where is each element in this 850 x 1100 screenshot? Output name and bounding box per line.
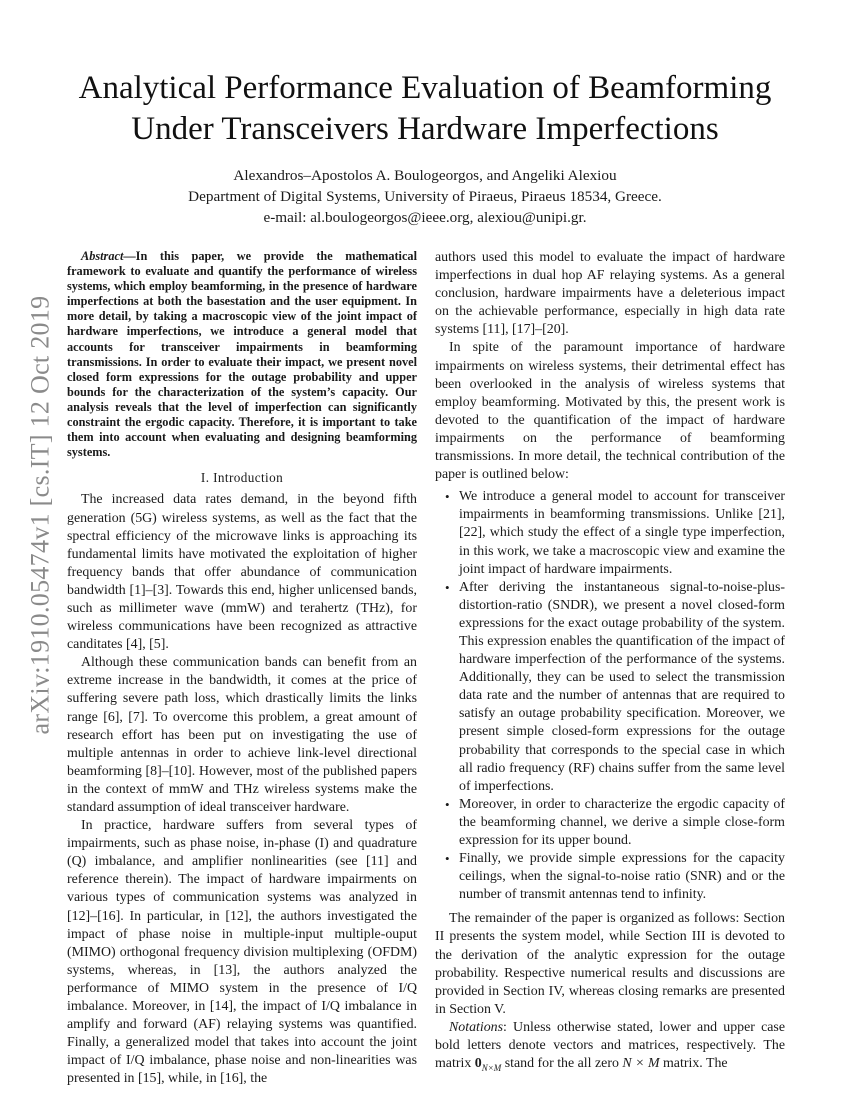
email: e-mail: al.boulogeorgos@ieee.org, alexiou@unipi.gr. bbox=[263, 209, 587, 226]
intro-paragraph-3-continued: authors used this model to evaluate the impact of hardware imperfections in dual hop AF relaying systems. As a general conclusion, hardware impairments have a deleterious impact on the achievable performance, especially in high data rate systems [11], [17]–[20]. bbox=[435, 250, 785, 338]
contribution-list bbox=[435, 488, 785, 904]
abstract bbox=[67, 249, 417, 460]
intro-paragraph-2: Although these communication bands can benefit from an extreme increase in the bandwidth, it comes at the price of suffering severe path loss, which drastically limits the links range [6], [7]. To overcome this problem, a great amount of research effort has been put on investigating the use of multiple antennas in order to achieve link-level directional beamforming [8]–[10]. However, most of the published papers in the context of mmW and THz wireless systems make the standard assumption of ideal transceiver hardware. bbox=[67, 655, 417, 815]
list-item: • We introduce a general model to account for transceiver impairments in beamforming transmissions. Unlike [21], [22], which study the effect of a single type imperfection, in this work, we take a macroscopic view and examine the joint impact of hardware impairments. bbox=[459, 488, 785, 578]
matrix-dimension: N × M bbox=[622, 1056, 660, 1072]
intro-paragraph-5: The remainder of the paper is organized as follows: Section II presents the system model, while Section III is devoted to the derivation of the analytic expression for the outage probability. Respective numerical results and discussions are provided in Section IV, whereas closing remarks are presented in Section V. bbox=[435, 911, 785, 1017]
title-line-2: Under Transceivers Hardware Imperfections bbox=[131, 111, 719, 147]
abstract-text: —In this paper, we provide the mathematical framework to evaluate and quantify the performance of wireless systems, which employ beamforming, in the presence of hardware imperfections at both the basestation and the user equipment. In more detail, by taking a macroscopic view of the joint impact of hardware imperfections, we introduce a general model that accounts for transceiver impairments in beamforming transmissions. In order to evaluate their impact, we present novel closed form expressions for the outage probability and upper bounds for the characterization of the system’s capacity. Our analysis reveals that the level of imperfection can significantly constraint the ergodic capacity. Therefore, it is important to take them into account when evaluating and designing beamforming systems. bbox=[67, 249, 417, 460]
notations-label: Notations bbox=[449, 1019, 504, 1035]
list-item: • Finally, we provide simple expressions for the capacity ceilings, when the signal-to-noise ratio (SNR) and or the number of transmit antennas tend to infinity. bbox=[459, 850, 785, 904]
notations-text-c: matrix. The bbox=[659, 1056, 728, 1072]
list-item: • After deriving the instantaneous signal-to-noise-plus-distortion-ratio (SNDR), we present a novel closed-form expressions for the exact outage probability of the system. This expression enables the quantification of the impact of hardware imperfection of the performance of the systems. Additionally, they can be used to select the transmission data rate and the number of antennas that are required to satisfy an outage probability specification. Moreover, we present simple closed-form expressions for the outage probability that corresponds to the special case in which all radio frequency (RF) chains suffer from the same level of imperfections. bbox=[459, 579, 785, 796]
arxiv-sidebar-stamp bbox=[22, 280, 58, 750]
authors: Alexandros–Apostolos A. Boulogeorgos, and Angeliki Alexiou bbox=[233, 167, 617, 184]
arxiv-id: arXiv:1910.05474v1 [cs.IT] 12 Oct 2019 bbox=[25, 295, 55, 735]
title-line-1: Analytical Performance Evaluation of Beamforming bbox=[78, 70, 772, 106]
list-item: • Moreover, in order to characterize the ergodic capacity of the beamforming channel, we derive a simple close-form expression for its upper bound. bbox=[459, 796, 785, 850]
left-column bbox=[67, 249, 417, 1089]
notations-text-a: : Unless otherwise stated, lower and upper case bold letters denote vectors and matrices, respectively. The matrix bbox=[435, 1019, 785, 1072]
intro-paragraph-1: The increased data rates demand, in the beyond fifth generation (5G) wireless systems, as well as the fact that the spectral efficiency of the microwave links is approaching its fundamental limits have motivated the exploitation of higher frequency bands that offer abundance of communication bandwidth [1]–[3]. Towards this end, higher unlicensed bands, such as millimeter wave (mmW) and terahertz (THz), for wireless communications have been recognized as attractive canditates [4], [5]. bbox=[67, 492, 417, 653]
section-heading-introduction: I. Introduction bbox=[200, 470, 284, 486]
notations-text-b: stand for the all zero bbox=[501, 1056, 623, 1072]
right-column bbox=[435, 249, 785, 1077]
paper-title bbox=[40, 68, 810, 150]
affiliation: Department of Digital Systems, University of Piraeus, Piraeus 18534, Greece. bbox=[188, 188, 662, 205]
author-block bbox=[40, 165, 810, 228]
intro-paragraph-3: In practice, hardware suffers from several types of impairments, such as phase noise, in-phase (I) and quadrature (Q) imbalance, and amplifier nonlinearities (see [11] and reference therein). The impact of hardware impairments on various types of communication systems was analyzed in [12]–[16]. In particular, in [12], the authors investigated the impact of phase noise in multiple-input multiple-ouput (MIMO) orthogonal frequency division multiplexing (OFDM) systems, whereas, in [13], the authors analyzed the performance of MIMO system in the presence of I/Q imbalance. Moreover, in [14], the impact of I/Q imbalance in amplify and forward (AF) relaying systems was quantified. Finally, a generalized model that takes into account the joint impact of I/Q imbalance, phase noise and non-linearities was presented in [15], while, in [16], the bbox=[67, 818, 417, 1087]
notations-paragraph bbox=[435, 1019, 785, 1077]
intro-paragraph-4: In spite of the paramount importance of hardware impairments on wireless systems, their detrimental effect has been overlooked in the analysis of wireless systems that employ beamforming. Motivated by this, the present work is devoted to the quantification of the impact of hardware impairments on the performance of beamforming transmissions. In more detail, the technical contribution of the paper is outlined below: bbox=[435, 340, 785, 483]
zero-matrix-subscript: N×M bbox=[481, 1062, 502, 1073]
zero-matrix-symbol: 0 bbox=[474, 1056, 482, 1072]
abstract-label: Abstract bbox=[81, 249, 124, 263]
